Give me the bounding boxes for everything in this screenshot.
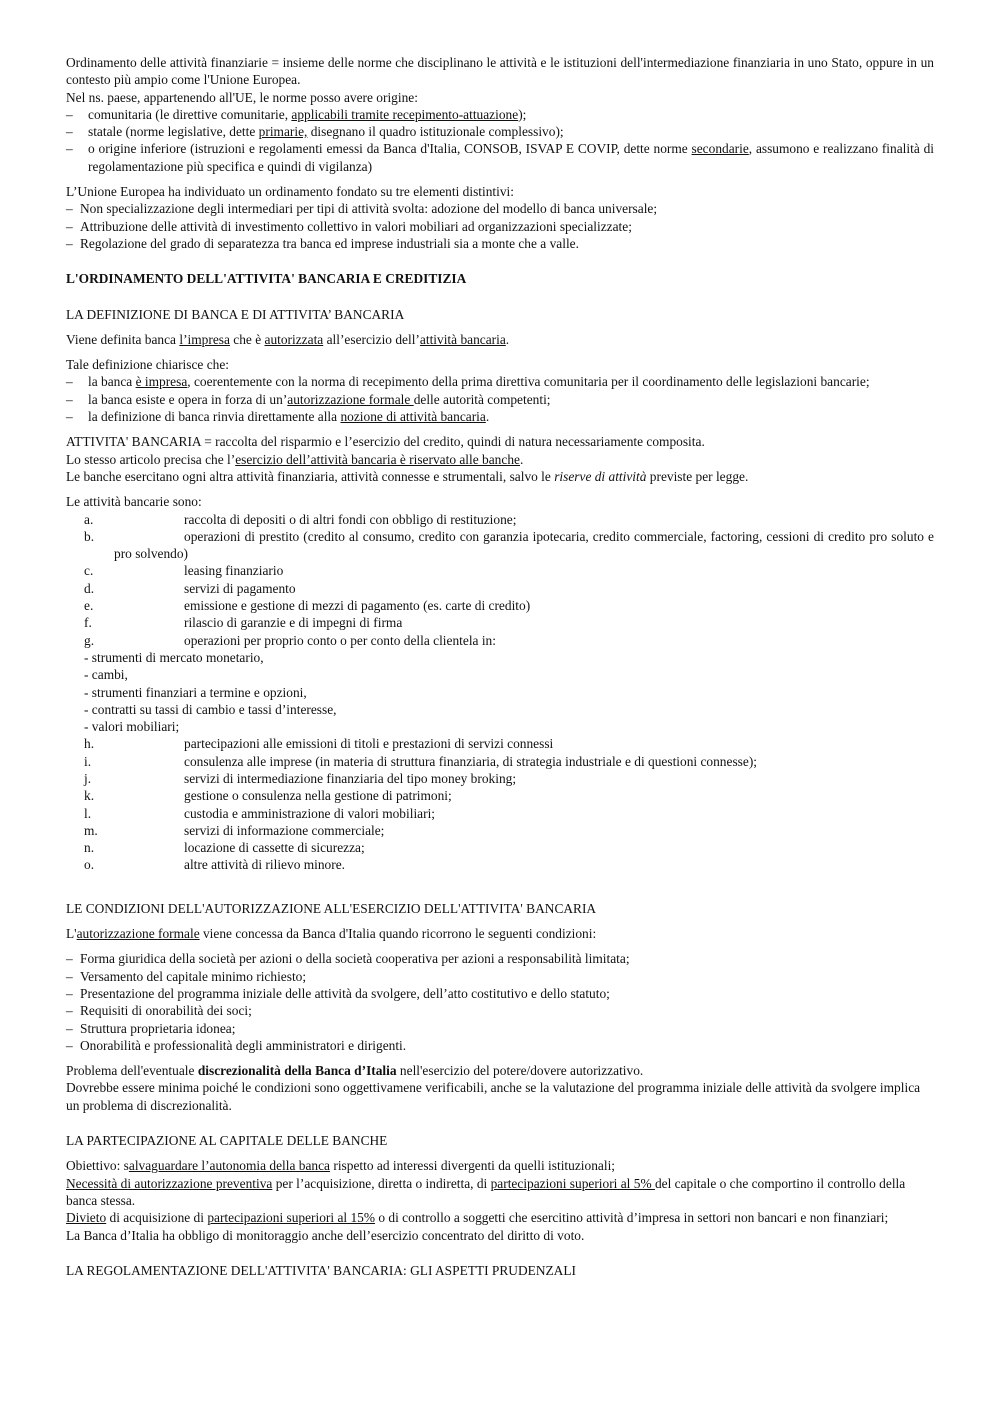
intro-origin-lead: Nel ns. paese, appartenendo all'UE, le norme posso avere origine: (66, 89, 418, 105)
attivita-altre: Le banche esercitano ogni altra attività finanziaria, attività connesse e strumentali, salvo le riserve di attività previste per legge. (66, 468, 749, 484)
attivita-g-subitem: - strumenti di mercato monetario, (84, 649, 264, 665)
attivita-item-text: custodia e amministrazione di valori mobiliari; (184, 805, 436, 821)
attivita-item (66, 528, 934, 563)
section-title-definizione: LA DEFINIZIONE DI BANCA E DI ATTIVITA’ BANCARIA (66, 306, 405, 322)
attivita-item-letter: f. (84, 615, 92, 631)
attivita-list-h-o (66, 735, 934, 873)
attivita-g-subitem: - valori mobiliari; (84, 719, 180, 735)
attivita-definition: ATTIVITA' BANCARIA = raccolta del risparmio e l’esercizio del credito, quindi di natura necessariamente composita. (66, 434, 705, 450)
attivita-item-text: raccolta di depositi o di altri fondi con obbligo di restituzione; (184, 511, 517, 527)
condizioni-item-4: – Requisiti di onorabilità dei soci; (66, 1002, 934, 1019)
attivita-g-subitem: - cambi, (84, 667, 128, 683)
attivita-g-subitem: - strumenti finanziari a termine e opzioni, (84, 684, 307, 700)
attivita-item-letter: g. (84, 632, 95, 648)
attivita-item-letter: b. (84, 528, 95, 544)
partecipazione-autorizzazione: Necessità di autorizzazione preventiva per l’acquisizione, diretta o indiretta, di partecipazioni superiori al 5% del capitale o che comportino il controllo della banca stessa. (66, 1175, 906, 1208)
attivita-list-lead: Le attività bancarie sono: (66, 494, 202, 510)
attivita-item-letter: d. (84, 580, 95, 596)
definizione-banca: Viene definita banca l’impresa che è autorizzata all’esercizio dell’attività bancaria. (66, 331, 510, 347)
condizioni-lead: L'autorizzazione formale viene concessa da Banca d'Italia quando ricorrono le seguenti condizioni: (66, 926, 597, 942)
attivita-item (66, 839, 934, 856)
attivita-item (66, 614, 934, 631)
attivita-item-letter: e. (84, 598, 94, 614)
attivita-g-subitem: - contratti su tassi di cambio e tassi d’interesse, (84, 701, 337, 717)
attivita-item-text: locazione di cassette di sicurezza; (184, 840, 365, 856)
section-title-condizioni: LE CONDIZIONI DELL'AUTORIZZAZIONE ALL'ESERCIZIO DELL'ATTIVITA' BANCARIA (66, 900, 597, 916)
attivita-item-letter: o. (84, 857, 95, 873)
attivita-item (66, 562, 934, 579)
ue-item-1: – Non specializzazione degli intermediari per tipi di attività svolta: adozione del modello di banca universale; (66, 200, 934, 217)
attivita-item (66, 753, 934, 770)
attivita-item (66, 787, 934, 804)
section-title-ordinamento: L'ORDINAMENTO DELL'ATTIVITA' BANCARIA E CREDITIZIA (66, 271, 467, 287)
condizioni-item-1: – Forma giuridica della società per azioni o della società cooperativa per azioni a responsabilità limitata; (66, 950, 934, 967)
attivita-item-letter: k. (84, 788, 95, 804)
condizioni-item-6: – Onorabilità e professionalità degli amministratori e dirigenti. (66, 1037, 934, 1054)
attivita-item-letter: h. (84, 736, 95, 752)
definizione-item-2: – la banca esiste e opera in forza di un’autorizzazione formale delle autorità competenti; (66, 391, 934, 408)
ue-item-2: – Attribuzione delle attività di investimento collettivo in valori mobiliari ad organizzazioni specializzate; (66, 218, 934, 235)
condizioni-item-3: – Presentazione del programma iniziale delle attività da svolgere, dell’atto costitutivo e dello statuto; (66, 985, 934, 1002)
definizione-lead: Tale definizione chiarisce che: (66, 357, 230, 373)
attivita-item (66, 856, 934, 873)
attivita-item-text: emissione e gestione di mezzi di pagamento (es. carte di credito) (184, 598, 531, 614)
attivita-item-text: gestione o consulenza nella gestione di patrimoni; (184, 788, 452, 804)
attivita-list-g-sub (66, 649, 934, 735)
attivita-item (66, 632, 934, 649)
attivita-riserva: Lo stesso articolo precisa che l’esercizio dell’attività bancaria è riservato alle banche. (66, 451, 524, 467)
definizione-item-1: – la banca è impresa, coerentemente con la norma di recepimento della prima direttiva comunitaria per il coordinamento delle legislazioni bancarie; (66, 373, 934, 390)
attivita-item-text: operazioni per proprio conto o per conto della clientela in: (184, 632, 496, 648)
attivita-item (66, 735, 934, 752)
origin-item-1: – comunitaria (le direttive comunitarie, applicabili tramite recepimento-attuazione); (66, 106, 934, 123)
attivita-item-letter: c. (84, 563, 94, 579)
attivita-item-letter: m. (84, 822, 98, 838)
condizioni-item-2: – Versamento del capitale minimo richiesto; (66, 968, 934, 985)
attivita-list-a-g (66, 511, 934, 649)
attivita-item-letter: l. (84, 805, 92, 821)
discrezionalita-note: Dovrebbe essere minima poiché le condizioni sono oggettivamene verificabili, anche se la valutazione del programma iniziale delle attività da svolgere implica un problema di discrezionalità. (66, 1080, 921, 1113)
attivita-item-letter: j. (84, 770, 92, 786)
attivita-item (66, 511, 934, 528)
intro-definition: Ordinamento delle attività finanziarie = insieme delle norme che disciplinano le attività e le istituzioni dell'intermediazione finanziaria in uno Stato, oppure in un contesto più ampio come l'Unione Europea. (66, 55, 934, 88)
attivita-item-text: rilascio di garanzie e di impegni di firma (184, 615, 403, 631)
attivita-item-text: leasing finanziario (184, 563, 284, 579)
attivita-item (66, 770, 934, 787)
attivita-item-text: operazioni di prestito (credito al consumo, credito con garanzia ipotecaria, credito commerciale, factoring, cessioni di credito pro soluto e pro solvendo) (114, 528, 934, 562)
partecipazione-obiettivo: Obiettivo: salvaguardare l’autonomia della banca rispetto ad interessi divergenti da quelli istituzionali; (66, 1158, 616, 1174)
section-title-regolamentazione: LA REGOLAMENTAZIONE DELL'ATTIVITA' BANCARIA: GLI ASPETTI PRUDENZALI (66, 1262, 576, 1278)
attivita-item (66, 805, 934, 822)
attivita-item-text: servizi di intermediazione finanziaria del tipo money broking; (184, 770, 517, 786)
attivita-item (66, 580, 934, 597)
origin-item-2: – statale (norme legislative, dette primarie, disegnano il quadro istituzionale complessivo); (66, 123, 934, 140)
condizioni-item-5: – Struttura proprietaria idonea; (66, 1020, 934, 1037)
attivita-item-text: servizi di pagamento (184, 580, 296, 596)
attivita-item-letter: a. (84, 511, 94, 527)
attivita-item-text: altre attività di rilievo minore. (184, 857, 346, 873)
discrezionalita-problem: Problema dell'eventuale discrezionalità della Banca d’Italia nell'esercizio del potere/dovere autorizzativo. (66, 1063, 644, 1079)
partecipazione-monitoraggio: La Banca d’Italia ha obbligo di monitoraggio anche dell’esercizio concentrato del diritto di voto. (66, 1227, 585, 1243)
definizione-item-3: – la definizione di banca rinvia direttamente alla nozione di attività bancaria. (66, 408, 934, 425)
attivita-item-text: consulenza alle imprese (in materia di struttura finanziaria, di strategia industriale e di questioni connesse); (184, 753, 757, 769)
attivita-item-letter: n. (84, 840, 95, 856)
attivita-item (66, 597, 934, 614)
document-page (66, 54, 934, 1279)
attivita-item-text: partecipazioni alle emissioni di titoli e prestazioni di servizi connessi (184, 736, 554, 752)
origin-item-3: – o origine inferiore (istruzioni e regolamenti emessi da Banca d'Italia, CONSOB, ISVAP E COVIP, dette norme secondarie, assumono e realizzano finalità di regolamentazione più specifica e quindi di vigilanza) (66, 140, 934, 175)
partecipazione-divieto: Divieto di acquisizione di partecipazioni superiori al 15% o di controllo a soggetti che esercitino attività d’impresa in settori non bancari e non finanziari; (66, 1210, 889, 1226)
attivita-item-text: servizi di informazione commerciale; (184, 822, 385, 838)
ue-item-3: – Regolazione del grado di separatezza tra banca ed imprese industriali sia a monte che a valle. (66, 235, 934, 252)
ue-lead: L’Unione Europea ha individuato un ordinamento fondato su tre elementi distintivi: (66, 184, 514, 200)
section-title-partecipazione: LA PARTECIPAZIONE AL CAPITALE DELLE BANCHE (66, 1133, 388, 1149)
attivita-item (66, 822, 934, 839)
attivita-item-letter: i. (84, 753, 92, 769)
